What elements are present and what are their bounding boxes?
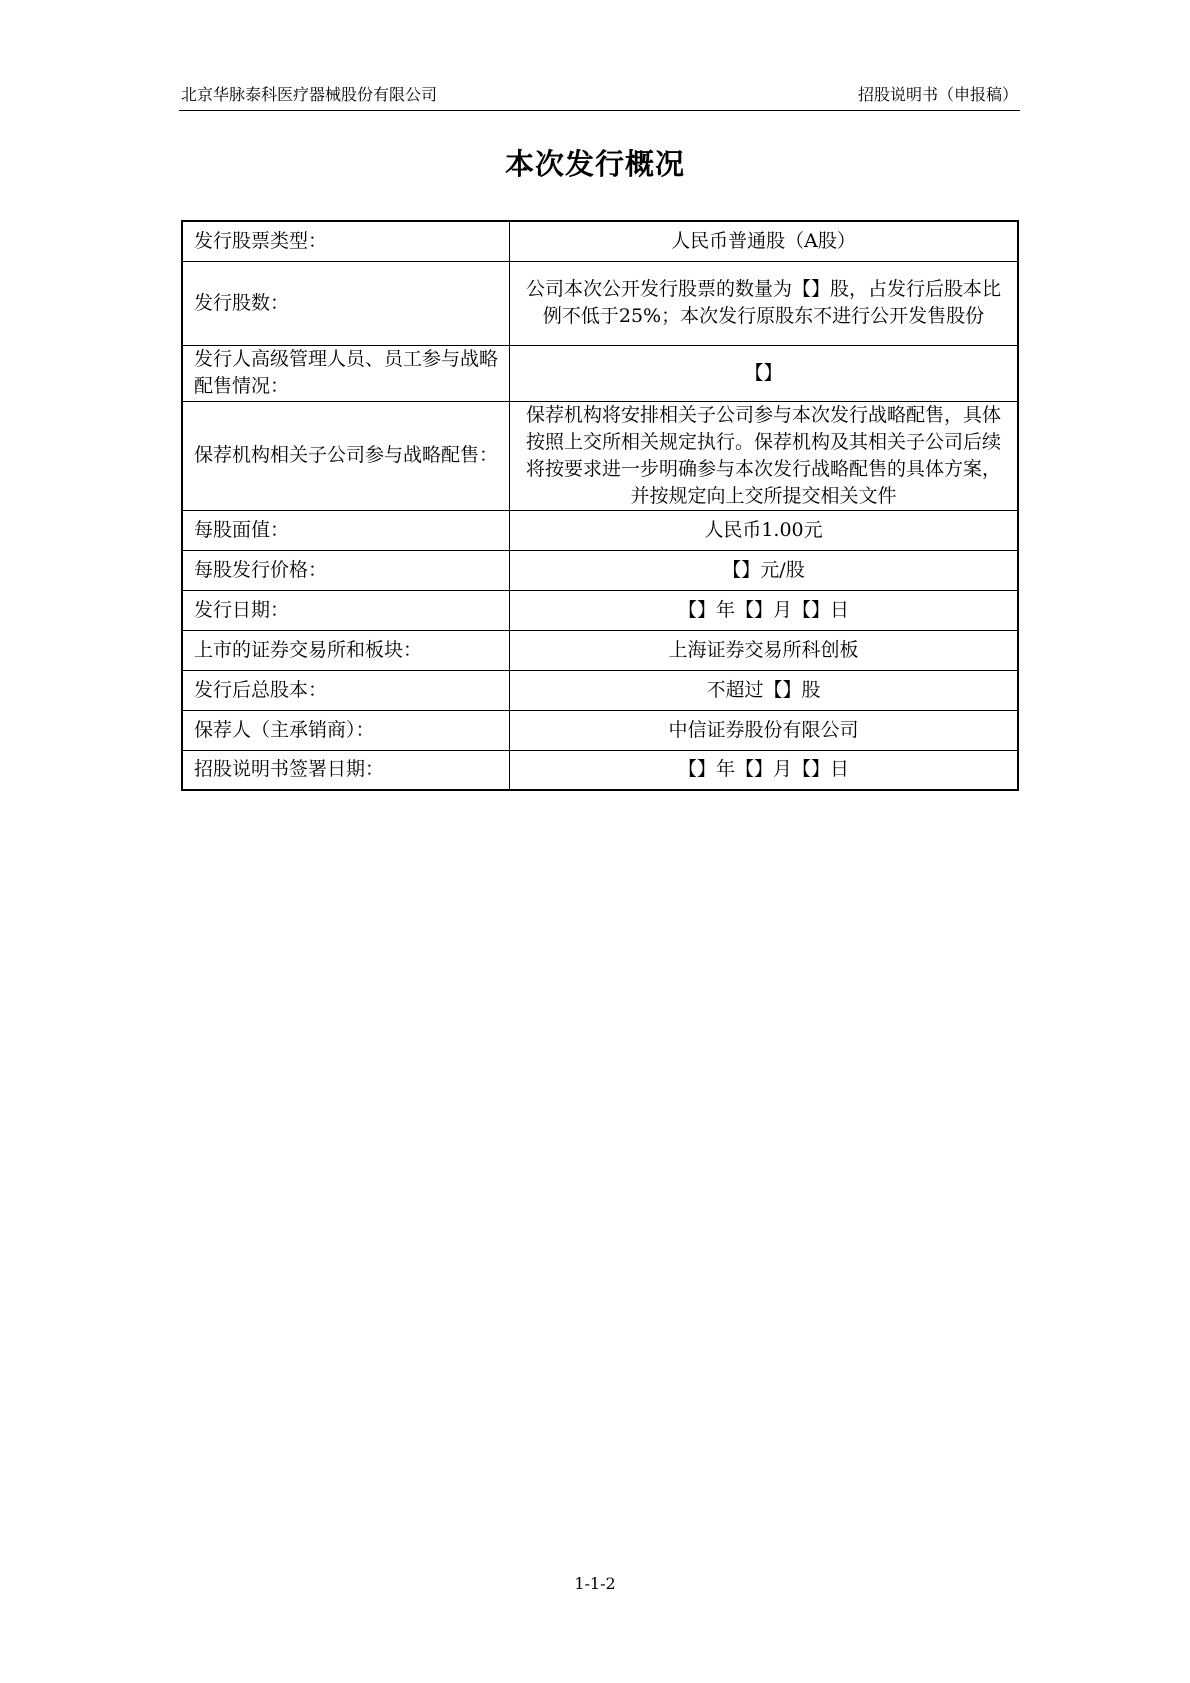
row-label: 发行人高级管理人员、员工参与战略配售情况：: [182, 345, 510, 401]
table-row-par-value: [182, 510, 1018, 550]
table-row-issue-date: [182, 590, 1018, 630]
page-header: [179, 84, 1020, 111]
row-label: 上市的证券交易所和板块：: [182, 630, 510, 670]
table-row-sponsor: [182, 710, 1018, 750]
table-row-exchange: [182, 630, 1018, 670]
row-value: 【】年【】月【】日: [510, 590, 1019, 630]
row-value: 公司本次公开发行股票的数量为【】股，占发行后股本比例不低于25%；本次发行原股东不进行公开发售股份: [510, 261, 1019, 345]
row-label: 保荐人（主承销商）：: [182, 710, 510, 750]
row-label: 保荐机构相关子公司参与战略配售：: [182, 401, 510, 510]
table-row-signing-date: [182, 750, 1018, 790]
row-value: 不超过【】股: [510, 670, 1019, 710]
row-label: 发行日期：: [182, 590, 510, 630]
header-document-type: 招股说明书（申报稿）: [857, 85, 1018, 104]
table-row-stock-type: [182, 221, 1018, 261]
table-row-management-placement: [182, 345, 1018, 401]
row-label: 招股说明书签署日期：: [182, 750, 510, 790]
row-label: 发行股数：: [182, 261, 510, 345]
offering-overview-table: [181, 220, 1019, 791]
row-value: 保荐机构将安排相关子公司参与本次发行战略配售，具体按照上交所相关规定执行。保荐机构及其相关子公司后续将按要求进一步明确参与本次发行战略配售的具体方案，并按规定向上交所提交相关文件: [510, 401, 1019, 510]
row-value: 【】年【】月【】日: [510, 750, 1019, 790]
row-value: 上海证券交易所科创板: [510, 630, 1019, 670]
table-row-sponsor-placement: [182, 401, 1018, 510]
table-row-issue-price: [182, 550, 1018, 590]
header-company-name: 北京华脉泰科医疗器械股份有限公司: [181, 85, 438, 104]
page-number: 1-1-2: [574, 1574, 616, 1593]
row-value: 人民币普通股（A股）: [510, 221, 1019, 261]
row-value: 【】元/股: [510, 550, 1019, 590]
row-label: 发行股票类型：: [182, 221, 510, 261]
row-value: 人民币1.00元: [510, 510, 1019, 550]
row-label: 每股面值：: [182, 510, 510, 550]
table-row-total-shares: [182, 670, 1018, 710]
row-value: 【】: [510, 345, 1019, 401]
row-label: 每股发行价格：: [182, 550, 510, 590]
page-title: 本次发行概况: [504, 147, 685, 181]
table-row-share-count: [182, 261, 1018, 345]
row-value: 中信证券股份有限公司: [510, 710, 1019, 750]
row-label: 发行后总股本：: [182, 670, 510, 710]
